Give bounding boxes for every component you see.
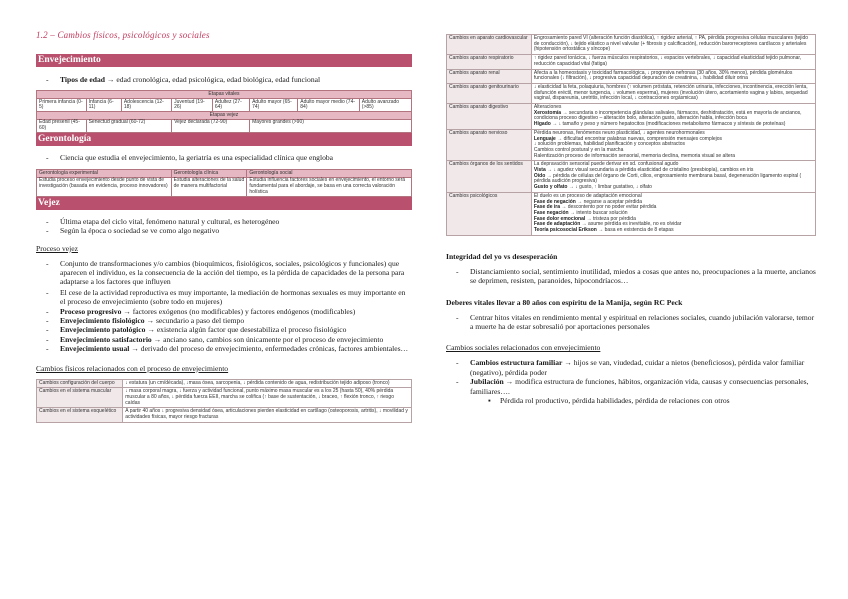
table-row — [37, 408, 412, 422]
row-line — [534, 56, 813, 67]
row-line-text: → intento buscar solución — [568, 209, 628, 216]
row-line-text: → ↓ gusto, ↑ limbar gustativo, ↓ olfato — [567, 184, 652, 191]
list-item: - El cese de la actividad reproductiva es muy importante, la mediación de hormonas sexuales es muy importante en el proceso de envejecimiento (sobre todo en mujeres) — [46, 287, 406, 307]
list-item: - Tipos de edad → edad cronológica, edad psicológica, edad biológica, edad funcional — [46, 75, 321, 84]
row-line-term: Hígado — [533, 121, 551, 128]
etapas-vitales-row — [37, 99, 412, 112]
row-line-term: Fase dolor emocional — [533, 215, 586, 222]
list-item: - Cambios estructura familiar → hijos se van, viudedad, cuidar a nietos (beneficiosos), pérdida valor familiar (negativo), pérdida poder — [456, 358, 805, 377]
row-line-term: Fase de negación — [533, 198, 576, 205]
gerontologia-cell: Estudia alteraciones de la salud de manera multifactorial — [171, 177, 247, 196]
list-item: - Envejecimiento usual → derivado del proceso de envejecimiento, enfermedades crónicas, factores ambientales… — [46, 344, 409, 354]
etapas-table — [36, 90, 412, 133]
row-value: ↓ masa corporal magra, ↓ fuerza y actividad funcional, punto máximo masa muscular es a los 25 (hasta 50), 40% pérdida muscular a 80 años, ↓ pérdida fuerza EEII, marcha se colifica (↑ base de sustentación, ↓ braceo, ↑ flexión tronco, ↑ riesgo caídas — [123, 388, 412, 408]
row-line-text: Engrosamiento pared VI (alteración función diastólica), ↑ rigidez arterial, ↑ PA, pérdida progresiva células musculares (tejido de conducción), ↓ tejido elástico a nivel valvular (+ fibrosis y calcificación), reducción barorreceptores cardíacos y arteriales (hipotensión ortostática y síncope) — [533, 35, 809, 53]
row-label: Cambios aparato nervioso — [447, 129, 532, 161]
row-line-text: ↑ rigidez pared torácica, ↓ fuerza músculos respiratorios, ↓ espacios vertebrales, ↓ capacidad elasticidad tejido pulmonar, reducción capacidad vital (fatiga) — [533, 55, 802, 67]
list-item: - Envejecimiento patológico → existencia algún factor que desestabiliza el proceso fisiológico — [46, 325, 347, 335]
cambios-fisicos-heading: Cambios físicos relacionados con el proceso de envejecimiento — [36, 363, 229, 373]
row-value — [531, 161, 815, 193]
row-line-text: → pérdida de células del órgano de Corti, cilios, engrosamiento membrana basal, degeneración ligamento espiral ( pérdida audición progresiva) — [533, 172, 802, 185]
cambios-fisicos-table — [36, 379, 412, 423]
row-line-text: Cambios control postural y en la marcha — [533, 146, 624, 153]
etapa-vejez-cell: Vejez declarada (72-90) — [172, 119, 250, 132]
list-item: - Envejecimiento fisiológico → secundario a paso del tiempo — [46, 316, 245, 325]
row-label: Cambios aparato genitourinario — [447, 83, 532, 103]
row-line-text: → ↓ agudez visual secundaria a pérdida elasticidad de cristalino (presbiopía), cambios en iris — [545, 167, 754, 174]
section-band-envejecimiento: Envejecimiento — [36, 54, 412, 67]
gerontologia-header-row — [37, 170, 412, 178]
proceso-vejez-heading: Proceso vejez — [36, 243, 78, 253]
vejez-list — [36, 217, 412, 236]
etapa-vejez-cell: Senectud gradual (60-72) — [86, 119, 171, 132]
row-label: Cambios aparato digestivo — [447, 104, 532, 130]
list-item: - Envejecimiento satisfactorio → anciano sano, cambios son únicamente por el proceso de envejecimiento — [46, 334, 384, 344]
gerontologia-header-cell: Gerontología clínica — [171, 170, 247, 178]
row-value — [531, 192, 815, 235]
row-line-text: La depravación sensorial puede derivar en sd. confusional agudo — [533, 161, 679, 168]
row-line-term: Xerostomía — [533, 109, 562, 116]
row-line — [534, 154, 813, 160]
row-line-term: Teoría psicosocial Erikson — [533, 227, 597, 234]
row-line-text: Ralentización proceso de información sensorial, memoria declina, memoria visual se altera — [533, 152, 736, 159]
row-label: Cambios órganos de los sentidos — [447, 161, 532, 193]
row-line-term: Oído — [533, 172, 546, 179]
row-line — [534, 85, 813, 102]
row-line-text: Alteraciones — [533, 104, 562, 111]
integridad-heading: Integridad del yo vs desesperación — [446, 251, 558, 261]
row-value — [531, 35, 815, 55]
row-value — [531, 83, 815, 103]
row-label: Cambios configuración del cuerpo — [37, 379, 123, 388]
etapa-vejez-cell: Mayores grandes (>90) — [250, 119, 412, 132]
row-value: A partir 40 años ↓ progresiva densidad ósea, articulaciones pierden elasticidad en cartílago (osteoporosis, artritis), ↓ movilidad y actividades físicas, mayor riesgo fracturas — [123, 408, 412, 422]
page-title: 1.2 – Cambios físicos, psicológicos y sociales — [36, 30, 210, 40]
row-line-term: Vista — [533, 167, 546, 174]
gerontologia-header-cell: Gerontología experimental — [37, 170, 172, 178]
etapas-vejez-row — [37, 119, 412, 132]
row-line-text: → descontento por no poder evitar pérdida — [560, 204, 657, 211]
row-line — [534, 36, 813, 53]
row-label: Cambios psicológicos — [447, 192, 532, 235]
table-row — [37, 379, 412, 388]
row-line-text: → dificultad encontrar palabras nuevas, comprensión mensajes complejos — [555, 135, 723, 142]
row-line-text: Pérdida neuronas, fenómenos neuro plasticidad, ↓ agentes neurohormonales — [533, 129, 705, 136]
row-line-text: El duelo es un proceso de adaptación emocional — [533, 192, 642, 199]
row-label: Cambios en el sistema muscular — [37, 388, 123, 408]
list-item: - Proceso progresivo → factores exógenos (no modificables) y factores endógenos (modificables) — [46, 306, 356, 316]
row-line — [534, 71, 813, 82]
gerontologia-table — [36, 169, 412, 196]
row-label: Cambios aparato respiratorio — [447, 55, 532, 69]
row-line — [534, 122, 813, 128]
list-item: - Centrar hitos vitales en rendimiento mental y espiritual en relaciones sociales, cuando jubilación valorarse, temor a muerte ha de estar sobresalió por aportaciones personales — [456, 312, 815, 332]
table-row — [447, 35, 816, 55]
table-row — [447, 161, 816, 193]
cambios-sociales-heading: Cambios sociales relacionados con envejecimiento — [446, 343, 601, 353]
row-value — [531, 69, 815, 83]
etapas-vejez-header: Etapas vejez — [37, 112, 412, 120]
row-line-term: Lenguaje — [533, 135, 556, 142]
row-line-term: Fase negación — [533, 209, 569, 216]
row-line-text: ↓ solución problemas, habilidad planificación y conceptos abstractos — [533, 141, 686, 148]
gerontologia-cell: Estudia influencia factores sociales en envejecimiento, el entorno será fundamental para el abordaje, se basa en una correcta valoración holística — [247, 177, 412, 196]
etapa-vital-cell: Adolescencia (12-18) — [121, 99, 171, 112]
gerontologia-list — [36, 153, 412, 162]
row-label: Cambios en aparato cardiovascular — [447, 35, 532, 55]
cambios-sociales-sublist — [446, 396, 816, 405]
row-line — [534, 185, 813, 191]
left-column — [36, 30, 412, 423]
table-row — [447, 192, 816, 235]
etapa-vejez-cell: Edad presenil (45-60) — [37, 119, 87, 132]
table-row — [447, 129, 816, 161]
cambios-sociales-list — [446, 358, 816, 396]
row-value — [531, 104, 815, 130]
row-line-text: → ↓ tamaño y peso y número hepatocitos (modificaciones metabolismo fármacos y síntesis de proteínas) — [550, 121, 786, 128]
row-line-text: → tristeza por pérdida — [585, 215, 636, 222]
section-band-vejez: Vejez — [36, 197, 412, 210]
row-value — [531, 129, 815, 161]
row-value: ↓ estatura (un cm/década), ↓masa ósea, sarcopenia, ↓ pérdida contenido de agua, redistribución tejido adiposo (tronco) — [123, 379, 412, 388]
list-item: - Distanciamiento social, sentimiento inutilidad, miedos a cosas que antes no, preocupaciones a la muerte, ancianos se deprimen, resisten, paranoides, hipocondríacos… — [456, 266, 816, 286]
row-line-text: → asume pérdida es inevitable, no es olvidar — [580, 221, 682, 228]
deberes-list — [446, 313, 816, 332]
row-line-text: → secundaria o incompetencia glándulas salivales, fármacos, deshidratación, está en mayoría de ancianos, condiciona proceso digestivo – alteración bolo, alteración gusto, alteración habla, infección boca — [533, 109, 802, 122]
row-label: Cambios en el sistema esquelético — [37, 408, 123, 422]
integridad-list — [446, 267, 816, 286]
etapas-vitales-header: Etapas vitales — [37, 91, 412, 99]
proceso-list — [36, 259, 412, 354]
etapa-vital-cell: Adultez (27-64) — [212, 99, 249, 112]
list-item: ▪ Pérdida rol productivo, pérdida habilidades, pérdida de relaciones con otros — [488, 396, 730, 406]
table-row — [447, 55, 816, 69]
etapa-vital-cell: Adulto mayor (65-74) — [250, 99, 298, 112]
etapa-vital-cell: Adulto mayor medio (74-84) — [298, 99, 360, 112]
table-row — [447, 104, 816, 130]
deberes-heading: Deberes vitales llevar a 80 años con espíritu de la Manija, según RC Peck — [446, 297, 683, 307]
etapa-vital-cell: Primera infancia (0-5) — [37, 99, 87, 112]
cambios-sistemas-table — [446, 34, 816, 236]
table-row — [447, 69, 816, 83]
row-line-text: ↓ elasticidad la feta, polaquiuria, hombres (↑ volumen próstata, retención urinaria, infecciones, incontinencia, erección lenta, disfunción eréctil, menor turgencia, ↓ volumen esperma), mujeres (involución útero, acortamiento vagina y labios, sequedad vaginal, dispareunia, uretritis, infección local, ↓ contracciones orgásmicas) — [533, 83, 808, 102]
list-item: - Jubilación → modifica estructura de funciones, hábitos, organización vida, causas y consecuencias personales, familiares…. — [456, 377, 809, 396]
row-line-text: → negarse a aceptar pérdida — [575, 198, 642, 205]
table-row — [37, 388, 412, 408]
row-line-term: Fase de adaptación — [533, 221, 581, 228]
row-value — [531, 55, 815, 69]
section-band-gerontologia: Gerontología — [36, 133, 412, 146]
gerontologia-cells-row — [37, 177, 412, 196]
table-row — [447, 83, 816, 103]
list-item: - Conjunto de transformaciones y/o cambios (bioquímicos, fisiológicos, sociales, psicológicos y funcionales) que aparecen el individuo, es la consecuencia de la acción del tiempo, es la pérdida de capacidades de la persona para adaptarse a los factores que influyen — [46, 258, 405, 287]
envejecimiento-list — [36, 75, 412, 84]
gerontologia-cell: Estudia proceso envejecimiento desde punto de vista de investigación (basada en evidencia, proceso innovadores) — [37, 177, 172, 196]
list-item: - Última etapa del ciclo vital, fenómeno natural y cultural, es heterogéneo — [46, 216, 280, 226]
row-line-text: Afecta a la homeostasis y toxicidad farmacológica, ↓ progresiva nefronas (30 años, 30% menos), pérdida glomérulos funcionales (↓ filtración), ↓ progresiva capacidad depuración de creatinina, ↓ habilidad diluir orina — [533, 69, 793, 82]
row-line-text: → basa en existencia de 8 etapas — [596, 227, 674, 234]
row-line — [534, 228, 813, 234]
list-item: - Según la época o sociedad se ve como algo negativo — [46, 226, 220, 236]
row-label: Cambios aparato renal — [447, 69, 532, 83]
etapa-vital-cell: Adulto avanzado (>85) — [359, 99, 411, 112]
gerontologia-header-cell: Gerontología social — [247, 170, 412, 178]
row-line-term: Fase de ira — [533, 204, 560, 211]
etapa-vital-cell: Infancia (6-11) — [86, 99, 121, 112]
etapa-vital-cell: Juventud (19-26) — [172, 99, 213, 112]
list-item: - Ciencia que estudia el envejecimiento, la geriatría es una especialidad clínica que engloba — [46, 152, 334, 162]
row-line-term: Gusto y olfato — [533, 184, 568, 191]
right-column — [446, 34, 816, 405]
